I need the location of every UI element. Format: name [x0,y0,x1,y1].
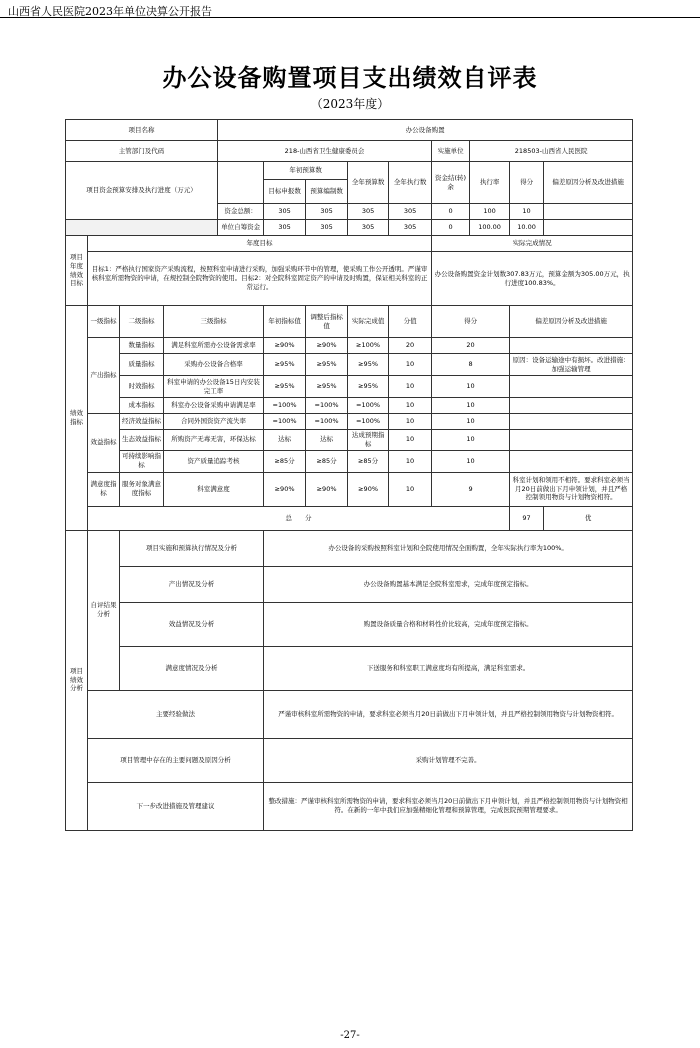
indicator-weight: 20 [389,338,432,354]
indicator-row [66,414,633,430]
problems-text: 采购计划管理不完善。 [264,738,633,782]
goals-target-header: 年度目标 [88,236,432,252]
experience-row [66,690,633,738]
funds-total-plan: 305 [306,204,348,220]
indicator-analysis [510,376,633,398]
indicator-row [66,398,633,414]
indicator-weight: 10 [389,430,432,451]
self-eval-item-text: 办公设备的采购按照科室计划和全院使用情况全面购置，全年实际执行率为100%。 [264,530,633,566]
indicator-analysis [510,338,633,354]
indicator-initial: ≥85分 [264,450,306,472]
indicators-header-analysis: 偏差原因分析及改进措施 [510,306,633,338]
implementing-unit-value: 218503-山西省人民医院 [470,141,633,162]
funds-self-raised-deviation [544,220,633,236]
indicator-actual: ≥85分 [348,450,389,472]
goals-target-text: 目标1：严格执行国家资产采购流程，按照科室申请进行采购，加强采购环节中的管理，使采购工作公开透明。严谨审核科室所需物资的申请，在规控制全院物资的使用。目标2：对全院科室固定资产的申请及时购置，保证相关科室的正常运行。 [88,252,432,306]
indicator-adjusted: =100% [306,414,348,430]
funds-header-exec-rate: 执行率 [470,162,510,204]
indicator-initial: ≥95% [264,354,306,376]
indicator-adjusted: ≥85分 [306,450,348,472]
indicator-analysis [510,398,633,414]
indicator-adjusted: ≥95% [306,376,348,398]
indicator-row [66,472,633,506]
indicator-initial: ≥90% [264,338,306,354]
indicator-actual: 达成预期指标 [348,430,389,451]
funds-total-rate: 100 [470,204,510,220]
funds-total-deviation [544,204,633,220]
indicator-analysis [510,430,633,451]
indicator-level3: 科室申请的办公设备15日内安装完工率 [164,376,264,398]
indicator-analysis: 原因：设备运输途中有损坏。改进措施：加强运输管理 [510,354,633,376]
indicator-adjusted: ≥90% [306,472,348,506]
indicator-score: 10 [432,430,510,451]
indicator-score: 10 [432,398,510,414]
indicator-initial: ≥90% [264,472,306,506]
indicator-score: 10 [432,414,510,430]
indicator-level2: 数量指标 [120,338,164,354]
indicator-level3: 合同外国资资产流失率 [164,414,264,430]
project-name-row [66,120,633,141]
indicator-row [66,450,633,472]
indicator-level2: 生态效益指标 [120,430,164,451]
indicator-row [66,376,633,398]
funds-header-deviation: 偏差原因分析及改进措施 [544,162,633,204]
self-eval-row [66,602,633,646]
indicator-level3: 资产质量追踪考核 [164,450,264,472]
next-steps-label: 下一步改进措施及管理建议 [88,782,264,830]
indicator-weight: 10 [389,472,432,506]
indicators-section-label: 绩效指标 [66,306,88,531]
funds-total-full-exec: 305 [389,204,432,220]
indicator-row [66,354,633,376]
self-eval-sub-label: 自评结果分析 [88,530,120,690]
problems-row [66,738,633,782]
indicator-level2: 质量指标 [120,354,164,376]
indicator-score: 10 [432,450,510,472]
indicators-header-row [66,306,633,338]
funds-self-raised-blank [66,220,218,236]
funds-header-blank [218,162,264,204]
header-rule [0,17,700,18]
indicator-level3: 满足科室所需办公设备需求率 [164,338,264,354]
funds-header-row-1 [66,162,633,180]
next-steps-text: 整改措施：严谨审核科室所需物资的申请，要求科室必须当月20日前做出下月申领计划，并且严格控制领用物资与计划物资相符。在新的一年中我们应加强精细化管理和预算管理，完成医院预期管理要求。 [264,782,633,830]
indicator-initial: =100% [264,414,306,430]
total-row [66,506,633,530]
funds-header-score: 得分 [510,162,544,204]
self-eval-item-text: 办公设备购置基本满足全院科室需求，完成年度预定指标。 [264,566,633,602]
indicator-weight: 10 [389,450,432,472]
funds-self-raised-score: 10.00 [510,220,544,236]
department-label: 主管部门及代码 [66,141,218,162]
indicator-level3: 所购资产无毒无害，环保达标 [164,430,264,451]
indicators-header-level2: 二级指标 [120,306,164,338]
indicator-initial: ≥95% [264,376,306,398]
report-title: 办公设备购置项目支出绩效自评表 [162,63,538,92]
indicator-initial: 达标 [264,430,306,451]
implementing-unit-label: 实施单位 [432,141,470,162]
page-number: -27- [340,1030,360,1041]
self-eval-item-text: 购置设备质量合格和材料性价比较高，完成年度预定指标。 [264,602,633,646]
funds-self-raised-rate: 100.00 [470,220,510,236]
indicator-group-output-label: 产出指标 [88,338,120,414]
indicators-header-level3: 三级指标 [164,306,264,338]
funds-header-target-report: 目标申报数 [264,180,306,204]
indicator-weight: 10 [389,398,432,414]
indicator-adjusted: 达标 [306,430,348,451]
indicator-level3: 科室满意度 [164,472,264,506]
funds-self-raised-row [66,220,633,236]
page-header: 山西省人民医院2023年单位决算公开报告 [8,5,212,18]
indicator-score: 20 [432,338,510,354]
funds-self-raised-label: 单位自筹资金 [218,220,264,236]
goals-header-row [66,236,633,252]
funds-total-full-budget: 305 [348,204,389,220]
goals-section-label: 项目年度绩效目标 [66,236,88,306]
indicator-analysis: 科室计划和领用不相符。要求科室必须当月20日前做出下月申领计划，并且严格控制领用物资与计划物资相符。 [510,472,633,506]
funds-header-full-year-budget: 全年预算数 [348,162,389,204]
indicator-actual: ≥95% [348,354,389,376]
funds-self-raised-balance: 0 [432,220,470,236]
funds-header-balance: 资金结(转)余 [432,162,470,204]
next-steps-row [66,782,633,830]
indicator-actual: ≥90% [348,472,389,506]
indicator-group-satisfaction-label: 满意度指标 [88,472,120,506]
goals-actual-text: 办公设备购置资金计划数307.83万元，预算金额为305.00万元，执行进度100.83%。 [432,252,633,306]
indicators-header-actual: 实际完成值 [348,306,389,338]
self-eval-row [66,530,633,566]
indicator-group-benefit-label: 效益指标 [88,414,120,473]
total-grade: 优 [544,506,633,530]
indicator-score: 8 [432,354,510,376]
funds-header-budget-plan: 预算编制数 [306,180,348,204]
problems-label: 项目管理中存在的主要问题及原因分析 [88,738,264,782]
indicator-adjusted: =100% [306,398,348,414]
indicators-header-weight: 分值 [389,306,432,338]
funds-self-raised-target: 305 [264,220,306,236]
funds-self-raised-plan: 305 [306,220,348,236]
indicator-level2: 可持续影响指标 [120,450,164,472]
experience-text: 严谨审核科室所需物资的申请，要求科室必须当月20日前做出下月申领计划，并且严格控制领用物资与计划物资相符。 [264,690,633,738]
total-score: 97 [510,506,544,530]
funds-section-label: 项目资金预算安排及执行进度（万元） [66,162,218,220]
indicators-header-level1: 一级指标 [88,306,120,338]
indicator-level2: 成本指标 [120,398,164,414]
report-year: （2023年度） [310,97,390,111]
funds-total-balance: 0 [432,204,470,220]
self-eval-item-label: 项目实施和预算执行情况及分析 [120,530,264,566]
project-name-label: 项目名称 [66,120,218,141]
goals-content-row [66,252,633,306]
indicator-row [66,338,633,354]
funds-header-full-year-exec: 全年执行数 [389,162,432,204]
funds-self-raised-full-exec: 305 [389,220,432,236]
indicator-actual: =100% [348,414,389,430]
indicator-weight: 10 [389,414,432,430]
self-eval-item-label: 效益情况及分析 [120,602,264,646]
performance-table [65,119,633,831]
self-eval-item-label: 产出情况及分析 [120,566,264,602]
indicators-header-score: 得分 [432,306,510,338]
indicators-header-initial: 年初指标值 [264,306,306,338]
indicator-level2: 服务对象满意度指标 [120,472,164,506]
indicator-score: 9 [432,472,510,506]
self-eval-section-label: 项目绩效分析 [66,530,88,830]
indicator-level3: 采购办公设备合格率 [164,354,264,376]
indicator-level2: 经济效益指标 [120,414,164,430]
indicator-analysis [510,414,633,430]
department-value: 218-山西省卫生健康委员会 [218,141,432,162]
funds-total-label: 资金总额： [218,204,264,220]
department-row [66,141,633,162]
indicators-header-adjusted: 调整后指标值 [306,306,348,338]
indicator-row [66,430,633,451]
goals-actual-header: 实际完成情况 [432,236,633,252]
indicator-level3: 科室办公设备采购申请满足率 [164,398,264,414]
indicator-actual: =100% [348,398,389,414]
self-eval-item-label: 满意度情况及分析 [120,646,264,690]
funds-total-score: 10 [510,204,544,220]
indicator-initial: =100% [264,398,306,414]
indicator-score: 10 [432,376,510,398]
indicator-actual: ≥95% [348,376,389,398]
indicator-weight: 10 [389,354,432,376]
indicator-level2: 时效指标 [120,376,164,398]
funds-total-target: 305 [264,204,306,220]
experience-label: 主要经验做法 [88,690,264,738]
funds-header-annual-budget: 年初预算数 [264,162,348,180]
indicator-weight: 10 [389,376,432,398]
self-eval-row [66,566,633,602]
indicator-adjusted: ≥90% [306,338,348,354]
project-name-value: 办公设备购置 [218,120,633,141]
indicator-analysis [510,450,633,472]
funds-self-raised-full-budget: 305 [348,220,389,236]
indicator-adjusted: ≥95% [306,354,348,376]
total-label: 总 分 [88,506,510,530]
self-eval-item-text: 下送服务和科室职工满意度均有所提高，满足科室需求。 [264,646,633,690]
self-eval-row [66,646,633,690]
indicator-actual: ≥100% [348,338,389,354]
